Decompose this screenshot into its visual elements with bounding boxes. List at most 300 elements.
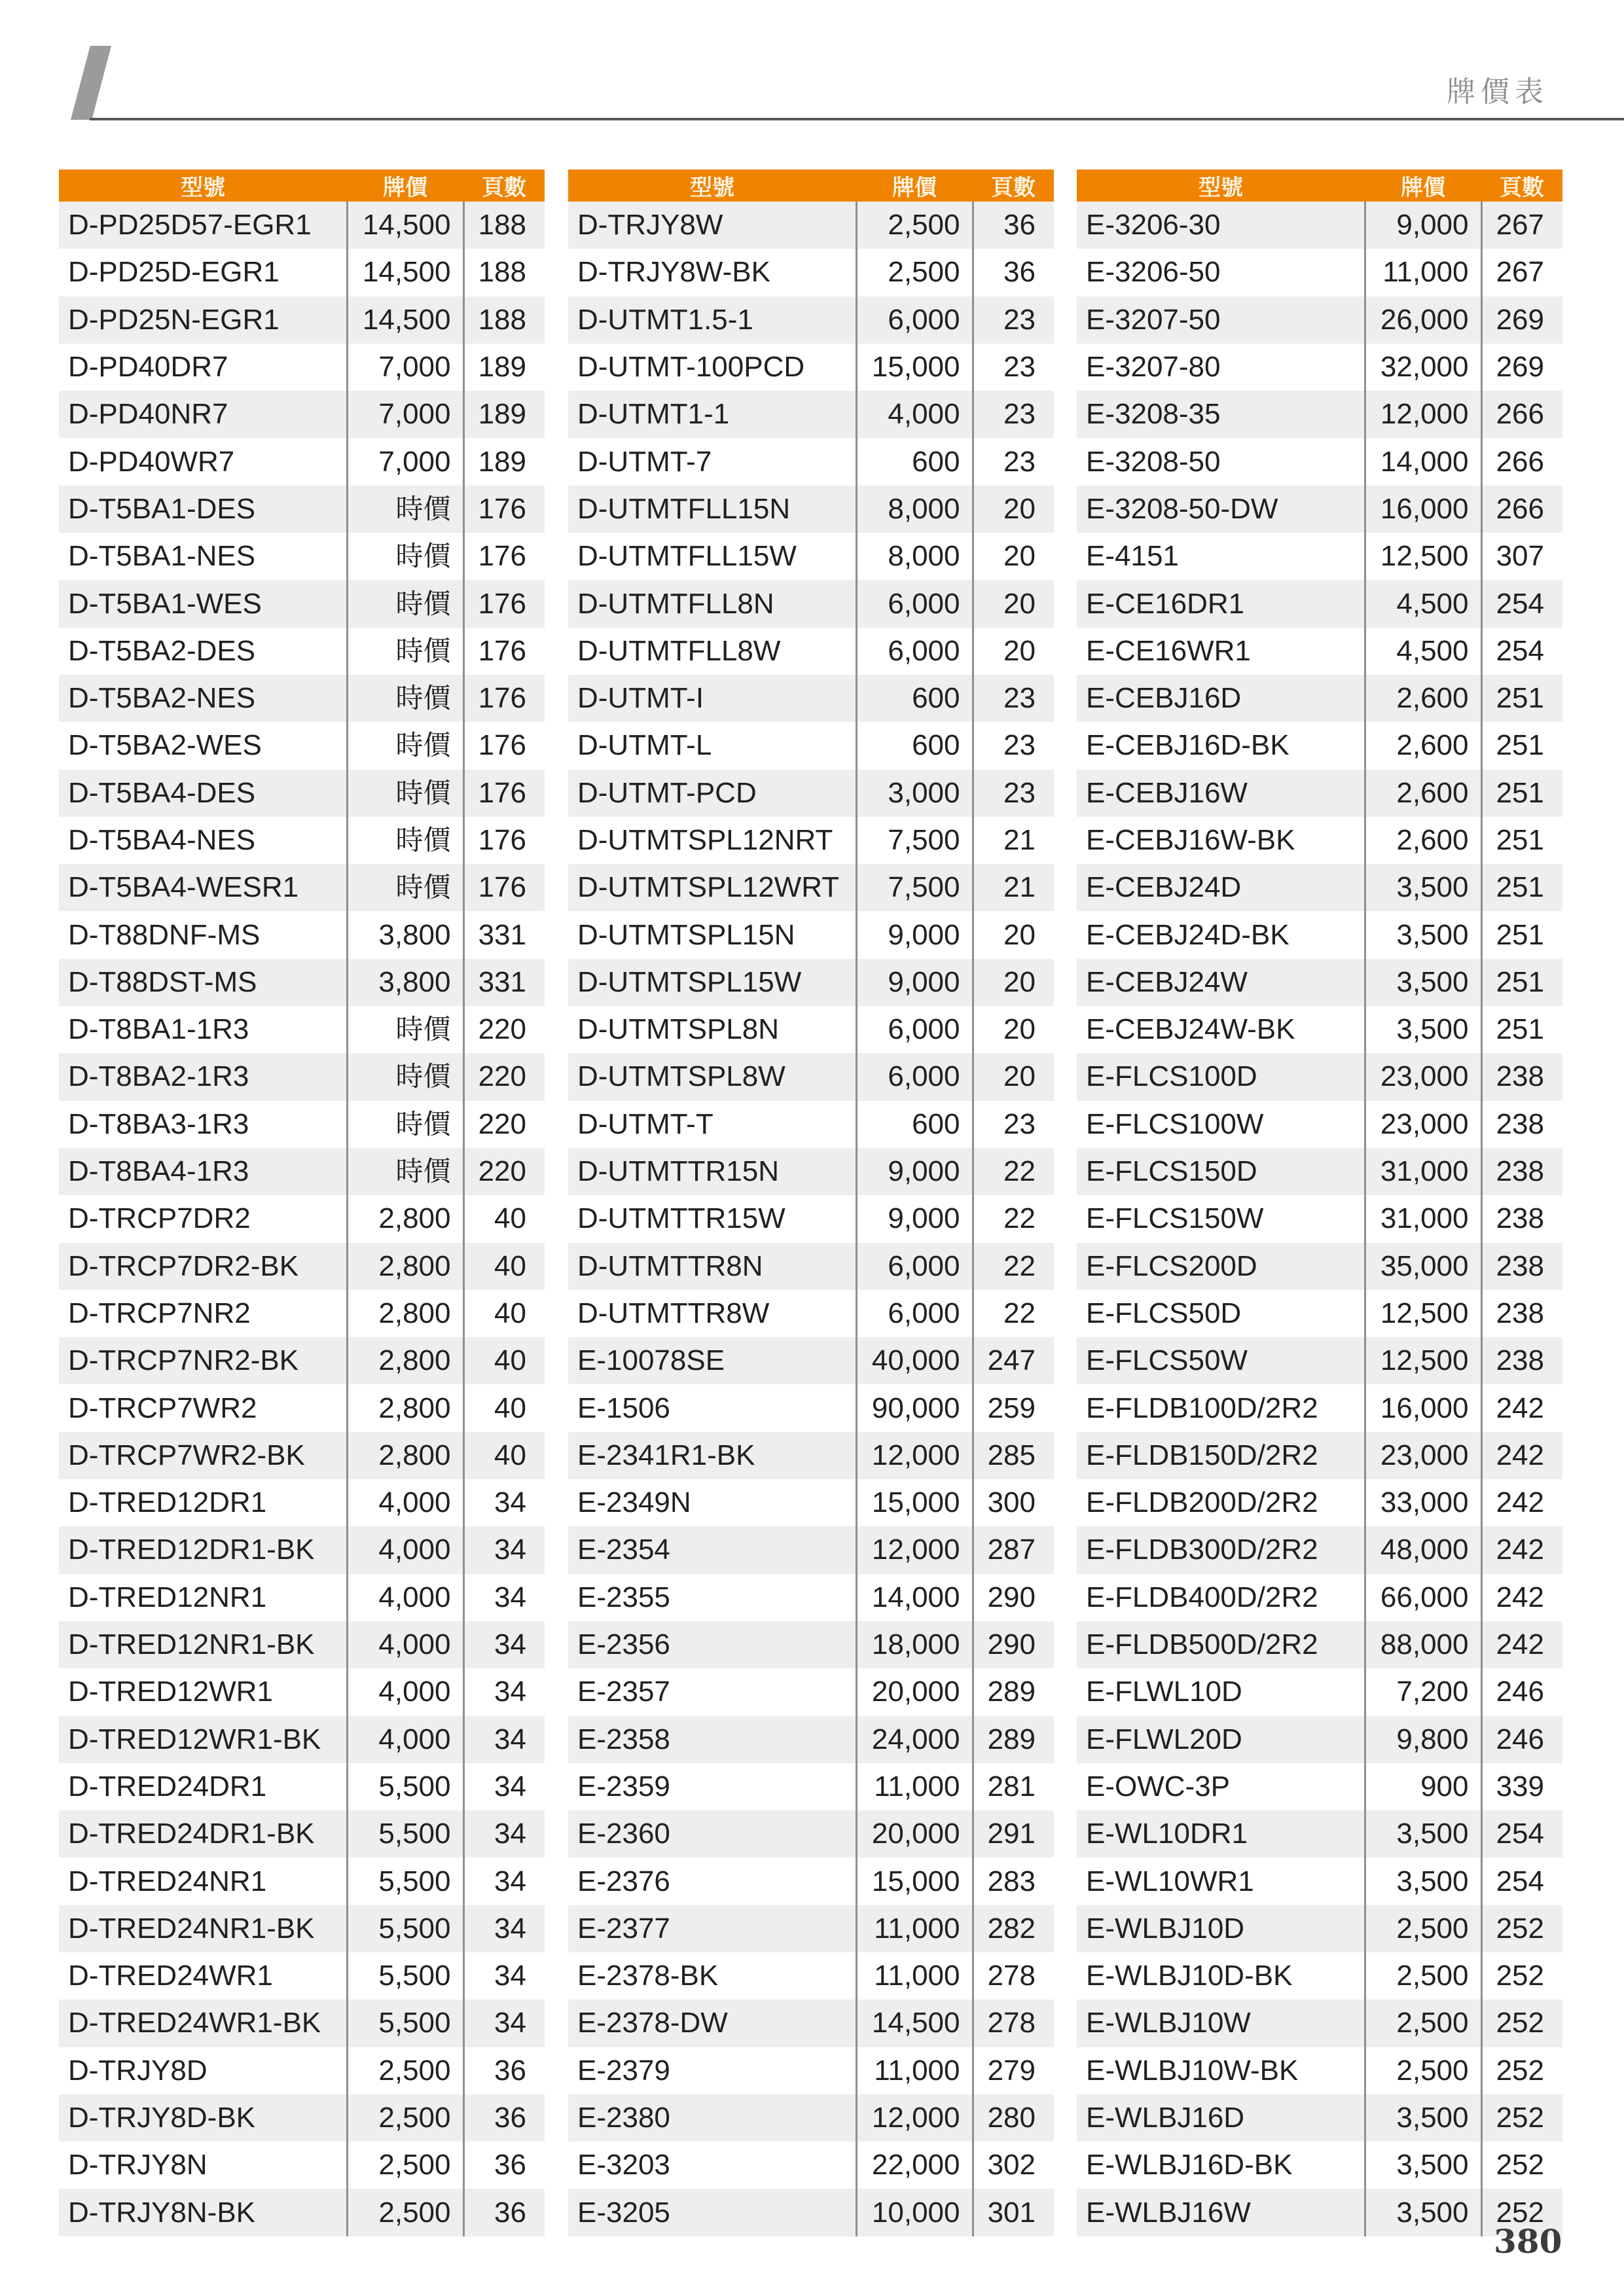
page-ref-cell: 20 xyxy=(973,911,1054,958)
model-cell: E-OWC-3P xyxy=(1077,1763,1365,1810)
table-row xyxy=(59,1763,545,1810)
page-ref-cell: 290 xyxy=(973,1621,1054,1668)
page-ref-cell: 176 xyxy=(463,722,545,769)
model-cell: E-WLBJ16D xyxy=(1077,2094,1365,2142)
table-body xyxy=(59,202,545,2236)
page-ref-cell: 21 xyxy=(973,817,1054,864)
model-cell: D-UTMT-PCD xyxy=(568,770,856,817)
page-ref-cell: 188 xyxy=(463,249,545,296)
table-row xyxy=(59,1101,545,1148)
page-ref-cell: 22 xyxy=(973,1148,1054,1195)
page-ref-cell: 40 xyxy=(463,1384,545,1431)
table-row xyxy=(568,2047,1054,2094)
price-cell: 90,000 xyxy=(856,1384,973,1431)
model-cell: E-FLCS100W xyxy=(1077,1101,1365,1148)
table-row xyxy=(59,1432,545,1479)
price-cell: 時價 xyxy=(347,722,463,769)
price-cell: 7,000 xyxy=(347,344,463,391)
table-row xyxy=(1077,1621,1562,1668)
model-cell: D-UTMTSPL15W xyxy=(568,959,856,1006)
table-row xyxy=(1077,202,1562,249)
table-row xyxy=(568,817,1054,864)
price-cell: 4,000 xyxy=(347,1574,463,1621)
page-ref-cell: 287 xyxy=(973,1526,1054,1573)
table-body xyxy=(568,202,1054,2236)
page-ref-cell: 20 xyxy=(973,533,1054,580)
page-ref-cell: 34 xyxy=(463,1905,545,1952)
table-row xyxy=(1077,1290,1562,1337)
page-ref-cell: 176 xyxy=(463,580,545,627)
table-row xyxy=(1077,1006,1562,1053)
model-cell: D-PD40WR7 xyxy=(59,438,347,485)
price-cell: 3,500 xyxy=(1365,1006,1481,1053)
page-ref-cell: 280 xyxy=(973,2094,1054,2142)
page-ref-cell: 176 xyxy=(463,675,545,722)
page-ref-cell: 34 xyxy=(463,1479,545,1526)
model-cell: E-2376 xyxy=(568,1857,856,1905)
model-cell: E-2355 xyxy=(568,1574,856,1621)
price-cell: 3,500 xyxy=(1365,1810,1481,1857)
price-cell: 2,600 xyxy=(1365,675,1481,722)
page-ref-cell: 291 xyxy=(973,1810,1054,1857)
page-ref-cell: 23 xyxy=(973,344,1054,391)
table-row xyxy=(1077,722,1562,769)
price-cell: 2,500 xyxy=(856,202,973,249)
price-cell: 時價 xyxy=(347,486,463,533)
column-header-page: 頁數 xyxy=(1481,170,1562,202)
table-row xyxy=(59,1526,545,1573)
model-cell: D-T5BA4-WESR1 xyxy=(59,864,347,911)
table-row xyxy=(59,1857,545,1905)
page-ref-cell: 251 xyxy=(1481,722,1562,769)
header-slash-decoration xyxy=(71,46,111,120)
page-ref-cell: 283 xyxy=(973,1857,1054,1905)
table-row xyxy=(59,2047,545,2094)
page-ref-cell: 20 xyxy=(973,580,1054,627)
page-ref-cell: 34 xyxy=(463,1857,545,1905)
price-cell: 2,600 xyxy=(1365,817,1481,864)
model-cell: E-FLCS100D xyxy=(1077,1053,1365,1100)
table-row xyxy=(59,817,545,864)
model-cell: D-UTMT-I xyxy=(568,675,856,722)
table-row xyxy=(568,675,1054,722)
page-ref-cell: 266 xyxy=(1481,486,1562,533)
table-row xyxy=(568,1290,1054,1337)
page-ref-cell: 36 xyxy=(463,2047,545,2094)
model-cell: D-TRED24DR1-BK xyxy=(59,1810,347,1857)
model-cell: E-2380 xyxy=(568,2094,856,2142)
price-cell: 14,500 xyxy=(856,2000,973,2047)
page-ref-cell: 34 xyxy=(463,1668,545,1715)
table-row xyxy=(59,533,545,580)
page-ref-cell: 252 xyxy=(1481,2000,1562,2047)
page-ref-cell: 251 xyxy=(1481,911,1562,958)
price-cell: 20,000 xyxy=(856,1810,973,1857)
price-cell: 7,000 xyxy=(347,391,463,438)
price-cell: 12,500 xyxy=(1365,1337,1481,1384)
price-cell: 5,500 xyxy=(347,2000,463,2047)
model-cell: D-TRCP7WR2-BK xyxy=(59,1432,347,1479)
model-cell: E-FLDB150D/2R2 xyxy=(1077,1432,1365,1479)
price-cell: 18,000 xyxy=(856,1621,973,1668)
price-cell: 9,000 xyxy=(1365,202,1481,249)
model-cell: E-2359 xyxy=(568,1763,856,1810)
table-row xyxy=(59,2142,545,2189)
price-cell: 14,500 xyxy=(347,202,463,249)
page-ref-cell: 22 xyxy=(973,1195,1054,1242)
price-cell: 2,500 xyxy=(347,2142,463,2189)
table-row xyxy=(568,296,1054,344)
price-cell: 時價 xyxy=(347,1101,463,1148)
page-ref-cell: 254 xyxy=(1481,1857,1562,1905)
table-row xyxy=(568,533,1054,580)
price-cell: 時價 xyxy=(347,580,463,627)
table-row xyxy=(59,2000,545,2047)
model-cell: E-10078SE xyxy=(568,1337,856,1384)
page-ref-cell: 20 xyxy=(973,628,1054,675)
table-row xyxy=(568,770,1054,817)
model-cell: D-T88DST-MS xyxy=(59,959,347,1006)
price-cell: 11,000 xyxy=(856,1952,973,2000)
price-cell: 時價 xyxy=(347,817,463,864)
page-ref-cell: 176 xyxy=(463,486,545,533)
price-cell: 2,500 xyxy=(347,2047,463,2094)
table-row xyxy=(59,2189,545,2236)
model-cell: D-UTMT-T xyxy=(568,1101,856,1148)
model-cell: E-CEBJ24D xyxy=(1077,864,1365,911)
page-ref-cell: 252 xyxy=(1481,1905,1562,1952)
price-cell: 時價 xyxy=(347,1053,463,1100)
page-ref-cell: 251 xyxy=(1481,817,1562,864)
model-cell: D-TRED12DR1 xyxy=(59,1479,347,1526)
price-cell: 12,500 xyxy=(1365,1290,1481,1337)
price-cell: 時價 xyxy=(347,1148,463,1195)
table-row xyxy=(59,864,545,911)
price-cell: 6,000 xyxy=(856,580,973,627)
column-header-price: 牌價 xyxy=(347,170,463,202)
table-row xyxy=(1077,770,1562,817)
page-ref-cell: 176 xyxy=(463,770,545,817)
table-row xyxy=(59,249,545,296)
model-cell: D-TRJY8N-BK xyxy=(59,2189,347,2236)
table-row xyxy=(1077,1526,1562,1573)
price-cell: 600 xyxy=(856,438,973,485)
price-cell: 12,000 xyxy=(856,1432,973,1479)
table-row xyxy=(568,1479,1054,1526)
model-cell: E-FLDB500D/2R2 xyxy=(1077,1621,1365,1668)
model-cell: E-2341R1-BK xyxy=(568,1432,856,1479)
table-row xyxy=(1077,533,1562,580)
price-cell: 6,000 xyxy=(856,1243,973,1290)
price-cell: 5,500 xyxy=(347,1905,463,1952)
model-cell: D-T5BA1-DES xyxy=(59,486,347,533)
table-row xyxy=(568,249,1054,296)
table-row xyxy=(59,959,545,1006)
table-row xyxy=(1077,249,1562,296)
model-cell: D-PD25N-EGR1 xyxy=(59,296,347,344)
page-ref-cell: 267 xyxy=(1481,202,1562,249)
table-row xyxy=(1077,1243,1562,1290)
page-ref-cell: 246 xyxy=(1481,1668,1562,1715)
table-row xyxy=(568,1006,1054,1053)
page-ref-cell: 34 xyxy=(463,1621,545,1668)
page-ref-cell: 266 xyxy=(1481,438,1562,485)
price-cell: 7,200 xyxy=(1365,1668,1481,1715)
price-table-1 xyxy=(59,170,545,2236)
model-cell: D-TRED12DR1-BK xyxy=(59,1526,347,1573)
page-ref-cell: 302 xyxy=(973,2142,1054,2189)
price-cell: 600 xyxy=(856,675,973,722)
model-cell: E-WLBJ10D-BK xyxy=(1077,1952,1365,2000)
table-row xyxy=(568,1621,1054,1668)
model-cell: D-TRED24WR1-BK xyxy=(59,2000,347,2047)
model-cell: E-2354 xyxy=(568,1526,856,1573)
table-row xyxy=(1077,1479,1562,1526)
page-ref-cell: 282 xyxy=(973,1905,1054,1952)
table-row xyxy=(568,344,1054,391)
model-cell: E-3207-50 xyxy=(1077,296,1365,344)
model-cell: D-UTMTTR15W xyxy=(568,1195,856,1242)
column-header-model: 型號 xyxy=(568,170,856,202)
page-ref-cell: 242 xyxy=(1481,1621,1562,1668)
page-ref-cell: 254 xyxy=(1481,580,1562,627)
page-ref-cell: 20 xyxy=(973,959,1054,1006)
page-ref-cell: 254 xyxy=(1481,628,1562,675)
table-row xyxy=(1077,2047,1562,2094)
page-ref-cell: 220 xyxy=(463,1101,545,1148)
page-ref-cell: 252 xyxy=(1481,2189,1562,2236)
price-cell: 2,800 xyxy=(347,1290,463,1337)
price-cell: 3,500 xyxy=(1365,959,1481,1006)
model-cell: E-WL10DR1 xyxy=(1077,1810,1365,1857)
table-row xyxy=(59,486,545,533)
price-cell: 66,000 xyxy=(1365,1574,1481,1621)
price-cell: 3,500 xyxy=(1365,1857,1481,1905)
table-row xyxy=(568,1952,1054,2000)
model-cell: D-T5BA4-DES xyxy=(59,770,347,817)
table-row xyxy=(568,1101,1054,1148)
model-cell: E-2360 xyxy=(568,1810,856,1857)
page-ref-cell: 36 xyxy=(973,202,1054,249)
table-row xyxy=(1077,438,1562,485)
page-ref-cell: 220 xyxy=(463,1006,545,1053)
price-table-2 xyxy=(568,170,1054,2236)
model-cell: E-WLBJ16D-BK xyxy=(1077,2142,1365,2189)
table-row xyxy=(59,1668,545,1715)
price-cell: 2,600 xyxy=(1365,722,1481,769)
page-ref-cell: 238 xyxy=(1481,1053,1562,1100)
page-ref-cell: 176 xyxy=(463,533,545,580)
price-cell: 16,000 xyxy=(1365,1384,1481,1431)
table-row xyxy=(568,628,1054,675)
model-cell: E-2358 xyxy=(568,1716,856,1763)
page-ref-cell: 242 xyxy=(1481,1479,1562,1526)
model-cell: D-UTMTTR8N xyxy=(568,1243,856,1290)
table-row xyxy=(1077,1810,1562,1857)
price-cell: 15,000 xyxy=(856,1479,973,1526)
model-cell: D-TRJY8W-BK xyxy=(568,249,856,296)
price-cell: 600 xyxy=(856,722,973,769)
price-cell: 3,800 xyxy=(347,959,463,1006)
model-cell: D-UTMTSPL12NRT xyxy=(568,817,856,864)
table-row xyxy=(568,1857,1054,1905)
table-row xyxy=(59,675,545,722)
price-cell: 6,000 xyxy=(856,1290,973,1337)
page-ref-cell: 176 xyxy=(463,864,545,911)
header-rule xyxy=(90,118,1624,120)
page-ref-cell: 176 xyxy=(463,628,545,675)
table-row xyxy=(1077,1763,1562,1810)
price-cell: 時價 xyxy=(347,864,463,911)
model-cell: E-4151 xyxy=(1077,533,1365,580)
model-cell: E-3207-80 xyxy=(1077,344,1365,391)
price-cell: 2,500 xyxy=(1365,2047,1481,2094)
column-header-price: 牌價 xyxy=(856,170,973,202)
page-ref-cell: 300 xyxy=(973,1479,1054,1526)
model-cell: D-UTMTSPL8N xyxy=(568,1006,856,1053)
price-cell: 4,500 xyxy=(1365,628,1481,675)
model-cell: D-UTMTFLL15N xyxy=(568,486,856,533)
price-cell: 4,000 xyxy=(347,1716,463,1763)
table-row xyxy=(1077,911,1562,958)
model-cell: E-WLBJ16W xyxy=(1077,2189,1365,2236)
page-ref-cell: 36 xyxy=(463,2189,545,2236)
price-cell: 時價 xyxy=(347,675,463,722)
model-cell: D-TRED12WR1 xyxy=(59,1668,347,1715)
table-row xyxy=(1077,2142,1562,2189)
page-ref-cell: 307 xyxy=(1481,533,1562,580)
model-cell: D-TRCP7WR2 xyxy=(59,1384,347,1431)
page-ref-cell: 40 xyxy=(463,1432,545,1479)
page-ref-cell: 34 xyxy=(463,1763,545,1810)
price-cell: 2,800 xyxy=(347,1243,463,1290)
page-ref-cell: 252 xyxy=(1481,1952,1562,2000)
model-cell: E-CEBJ16D xyxy=(1077,675,1365,722)
price-cell: 7,000 xyxy=(347,438,463,485)
price-cell: 6,000 xyxy=(856,628,973,675)
page-ref-cell: 189 xyxy=(463,391,545,438)
page-ref-cell: 22 xyxy=(973,1290,1054,1337)
model-cell: E-2349N xyxy=(568,1479,856,1526)
table-row xyxy=(1077,344,1562,391)
table-row xyxy=(568,2000,1054,2047)
model-cell: D-TRED24WR1 xyxy=(59,1952,347,2000)
page-ref-cell: 176 xyxy=(463,817,545,864)
table-row xyxy=(568,1432,1054,1479)
table-row xyxy=(59,2094,545,2142)
table-row xyxy=(1077,1668,1562,1715)
page-ref-cell: 246 xyxy=(1481,1716,1562,1763)
price-cell: 33,000 xyxy=(1365,1479,1481,1526)
price-cell: 2,800 xyxy=(347,1384,463,1431)
table-row xyxy=(59,391,545,438)
table-row xyxy=(59,628,545,675)
price-cell: 時價 xyxy=(347,770,463,817)
page-ref-cell: 331 xyxy=(463,911,545,958)
price-cell: 2,500 xyxy=(1365,1905,1481,1952)
price-cell: 4,000 xyxy=(347,1621,463,1668)
model-cell: E-2379 xyxy=(568,2047,856,2094)
price-cell: 2,800 xyxy=(347,1195,463,1242)
model-cell: E-FLDB300D/2R2 xyxy=(1077,1526,1365,1573)
table-row xyxy=(59,722,545,769)
price-cell: 2,500 xyxy=(1365,1952,1481,2000)
model-cell: D-TRCP7DR2-BK xyxy=(59,1243,347,1290)
table-row xyxy=(1077,1432,1562,1479)
price-cell: 23,000 xyxy=(1365,1053,1481,1100)
price-cell: 7,500 xyxy=(856,817,973,864)
price-cell: 900 xyxy=(1365,1763,1481,1810)
table-row xyxy=(59,911,545,958)
model-cell: D-T5BA2-WES xyxy=(59,722,347,769)
price-cell: 7,500 xyxy=(856,864,973,911)
table-row xyxy=(568,1574,1054,1621)
table-row xyxy=(568,2094,1054,2142)
table-row xyxy=(59,438,545,485)
table-row xyxy=(1077,864,1562,911)
model-cell: E-CEBJ24W-BK xyxy=(1077,1006,1365,1053)
page-ref-cell: 188 xyxy=(463,202,545,249)
table-row xyxy=(1077,2000,1562,2047)
model-cell: D-TRED12WR1-BK xyxy=(59,1716,347,1763)
page-ref-cell: 23 xyxy=(973,722,1054,769)
table-row xyxy=(59,1337,545,1384)
table-body xyxy=(1077,202,1562,2236)
page-ref-cell: 252 xyxy=(1481,2094,1562,2142)
price-cell: 14,500 xyxy=(347,296,463,344)
price-cell: 11,000 xyxy=(856,1905,973,1952)
price-cell: 14,000 xyxy=(856,1574,973,1621)
model-cell: D-TRED12NR1-BK xyxy=(59,1621,347,1668)
table-row xyxy=(568,1763,1054,1810)
price-cell: 3,500 xyxy=(1365,2142,1481,2189)
table-row xyxy=(568,1810,1054,1857)
model-cell: D-T5BA4-NES xyxy=(59,817,347,864)
table-row xyxy=(59,1952,545,2000)
price-cell: 24,000 xyxy=(856,1716,973,1763)
price-cell: 11,000 xyxy=(856,2047,973,2094)
table-row xyxy=(59,1195,545,1242)
table-row xyxy=(1077,1195,1562,1242)
model-cell: D-TRED24DR1 xyxy=(59,1763,347,1810)
table-row xyxy=(568,486,1054,533)
table-row xyxy=(1077,1905,1562,1952)
model-cell: E-FLCS150D xyxy=(1077,1148,1365,1195)
table-row xyxy=(59,1479,545,1526)
table-row xyxy=(1077,1053,1562,1100)
table-header-row xyxy=(1077,170,1562,202)
page-ref-cell: 242 xyxy=(1481,1526,1562,1573)
price-cell: 4,000 xyxy=(347,1479,463,1526)
model-cell: D-TRJY8W xyxy=(568,202,856,249)
table-row xyxy=(59,1905,545,1952)
page-ref-cell: 20 xyxy=(973,1006,1054,1053)
table-row xyxy=(568,1905,1054,1952)
table-row xyxy=(568,202,1054,249)
page-ref-cell: 34 xyxy=(463,1810,545,1857)
page-ref-cell: 23 xyxy=(973,770,1054,817)
table-row xyxy=(568,1053,1054,1100)
page-ref-cell: 251 xyxy=(1481,770,1562,817)
model-cell: D-TRJY8N xyxy=(59,2142,347,2189)
table-row xyxy=(568,722,1054,769)
table-row xyxy=(1077,391,1562,438)
model-cell: D-PD25D57-EGR1 xyxy=(59,202,347,249)
price-cell: 時價 xyxy=(347,1006,463,1053)
page-ref-cell: 251 xyxy=(1481,959,1562,1006)
table-row xyxy=(568,1384,1054,1431)
model-cell: D-UTMT-100PCD xyxy=(568,344,856,391)
